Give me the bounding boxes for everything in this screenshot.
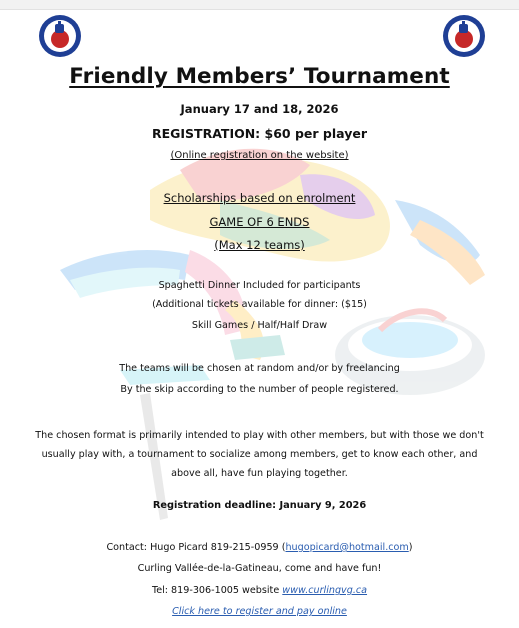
spaghetti-dinner-line: Spaghetti Dinner Included for participants bbox=[158, 280, 361, 291]
registration-fee: REGISTRATION: $60 per player bbox=[151, 126, 367, 141]
teams-skip-line: By the skip according to the number of people registered. bbox=[120, 384, 399, 395]
contact-suffix: ) bbox=[408, 542, 413, 553]
contact-prefix: Contact: Hugo Picard 819-215-0959 ( bbox=[106, 542, 286, 553]
tel-prefix: Tel: 819-306-1005 website bbox=[151, 585, 283, 596]
teams-selection-line: The teams will be chosen at random and/or by freelancing bbox=[119, 363, 400, 374]
scholarships-line: Scholarships based on enrolment bbox=[163, 191, 356, 205]
club-line: Curling Vallée-de-la-Gatineau, come and have fun! bbox=[137, 563, 382, 574]
registration-deadline: Registration deadline: January 9, 2026 bbox=[152, 500, 367, 511]
website-link[interactable]: www.curlingvg.ca bbox=[282, 585, 368, 596]
flyer-title: Friendly Members’ Tournament bbox=[69, 64, 450, 89]
contact-email-link[interactable]: hugopicard@hotmail.com bbox=[285, 542, 409, 553]
format-paragraph: The chosen format is primarily intended to play with other members, but with those we don't usually play with, a tournament to socialize among members, get to know each other, and above all, have fun playing together. bbox=[35, 430, 484, 479]
additional-tickets-line: (Additional tickets available for dinner: ($15) bbox=[152, 299, 367, 310]
register-line bbox=[0, 606, 519, 617]
online-registration-note: (Online registration on the website) bbox=[170, 150, 349, 161]
register-link[interactable]: Click here to register and pay online bbox=[172, 606, 347, 617]
contact-line bbox=[0, 542, 519, 553]
max-teams-line: (Max 12 teams) bbox=[214, 238, 305, 252]
tel-website-line bbox=[0, 585, 519, 596]
skill-games-line: Skill Games / Half/Half Draw bbox=[191, 320, 328, 331]
event-dates: January 17 and 18, 2026 bbox=[180, 102, 339, 116]
game-format-line: GAME OF 6 ENDS bbox=[209, 215, 310, 229]
